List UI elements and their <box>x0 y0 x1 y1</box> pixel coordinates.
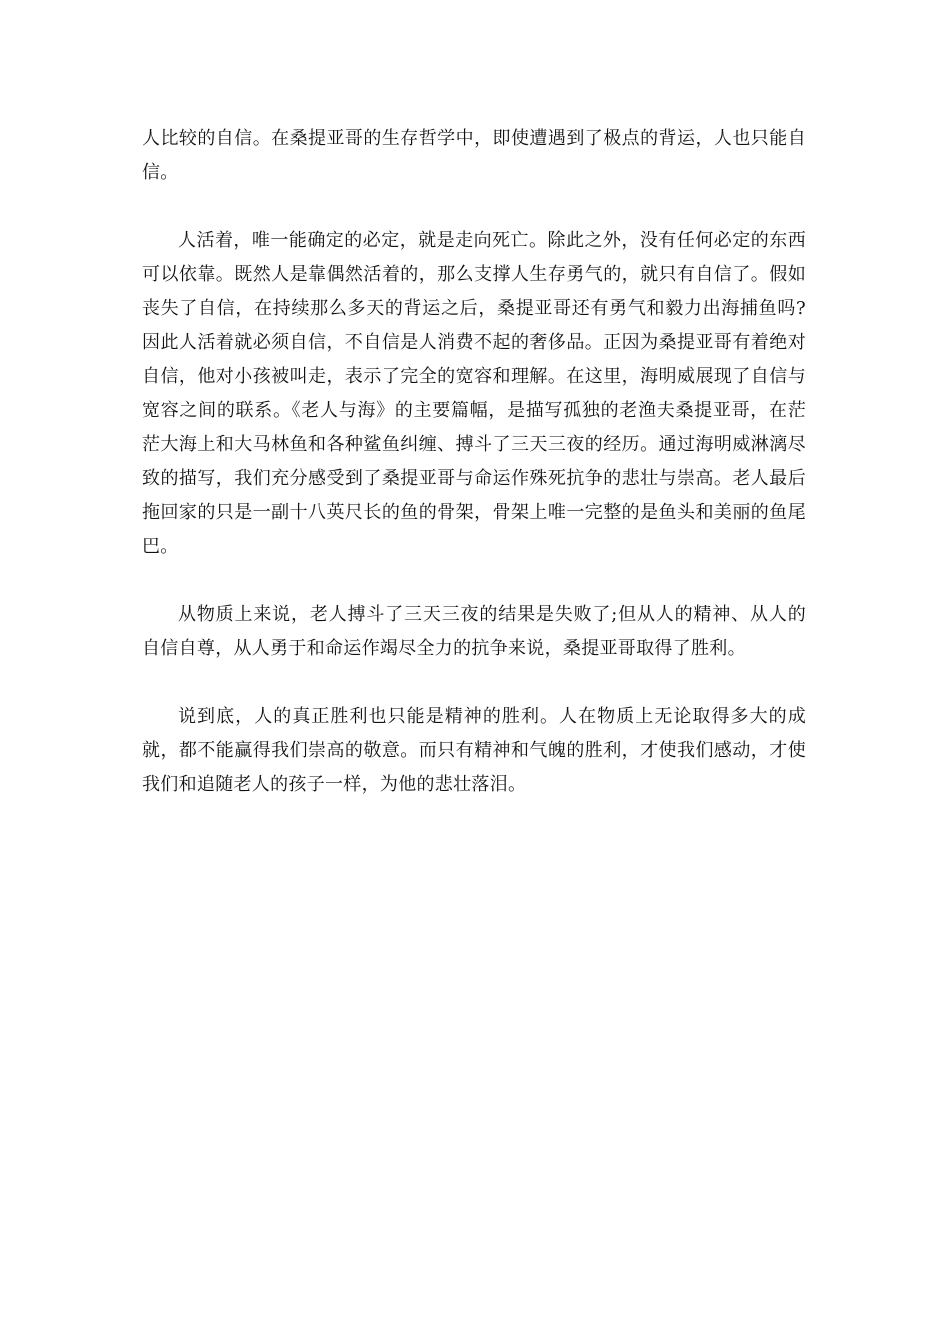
paragraph-spiritual-victory: 从物质上来说，老人搏斗了三天三夜的结果是失败了;但从人的精神、从人的自信自尊，从人勇于和命运作竭尽全力的抗争来说，桑提亚哥取得了胜利。 <box>142 604 806 659</box>
paragraph-confidence-and-tolerance: 人活着，唯一能确定的必定，就是走向死亡。除此之外，没有任何必定的东西可以依靠。既然人是靠偶然活着的，那么支撑人生存勇气的，就只有自信了。假如丧失了自信，在持续那么多天的背运之后，桑提亚哥还有勇气和毅力出海捕鱼吗?因此人活着就必须自信，不自信是人消费不起的奢侈品。正因为桑提亚哥有着绝对自信，他对小孩被叫走，表示了完全的宽容和理解。在这里，海明威展现了自信与宽容之间的联系。《老人与海》的主要篇幅，是描写孤独的老渔夫桑提亚哥，在茫茫大海上和大马林鱼和各种鲨鱼纠缠、搏斗了三天三夜的经历。通过海明威淋漓尽致的描写，我们充分感受到了桑提亚哥与命运作殊死抗争的悲壮与崇高。老人最后拖回家的只是一副十八英尺长的鱼的骨架，骨架上唯一完整的是鱼头和美丽的鱼尾巴。 <box>142 230 806 557</box>
paragraph-conclusion: 说到底，人的真正胜利也只能是精神的胜利。人在物质上无论取得多大的成就，都不能赢得我们崇高的敬意。而只有精神和气魄的胜利，才使我们感动，才使我们和追随老人的孩子一样，为他的悲壮落泪。 <box>142 706 806 795</box>
document-body <box>142 122 806 802</box>
paragraph-continuation: 人比较的自信。在桑提亚哥的生存哲学中，即使遭遇到了极点的背运，人也只能自信。 <box>142 128 806 183</box>
